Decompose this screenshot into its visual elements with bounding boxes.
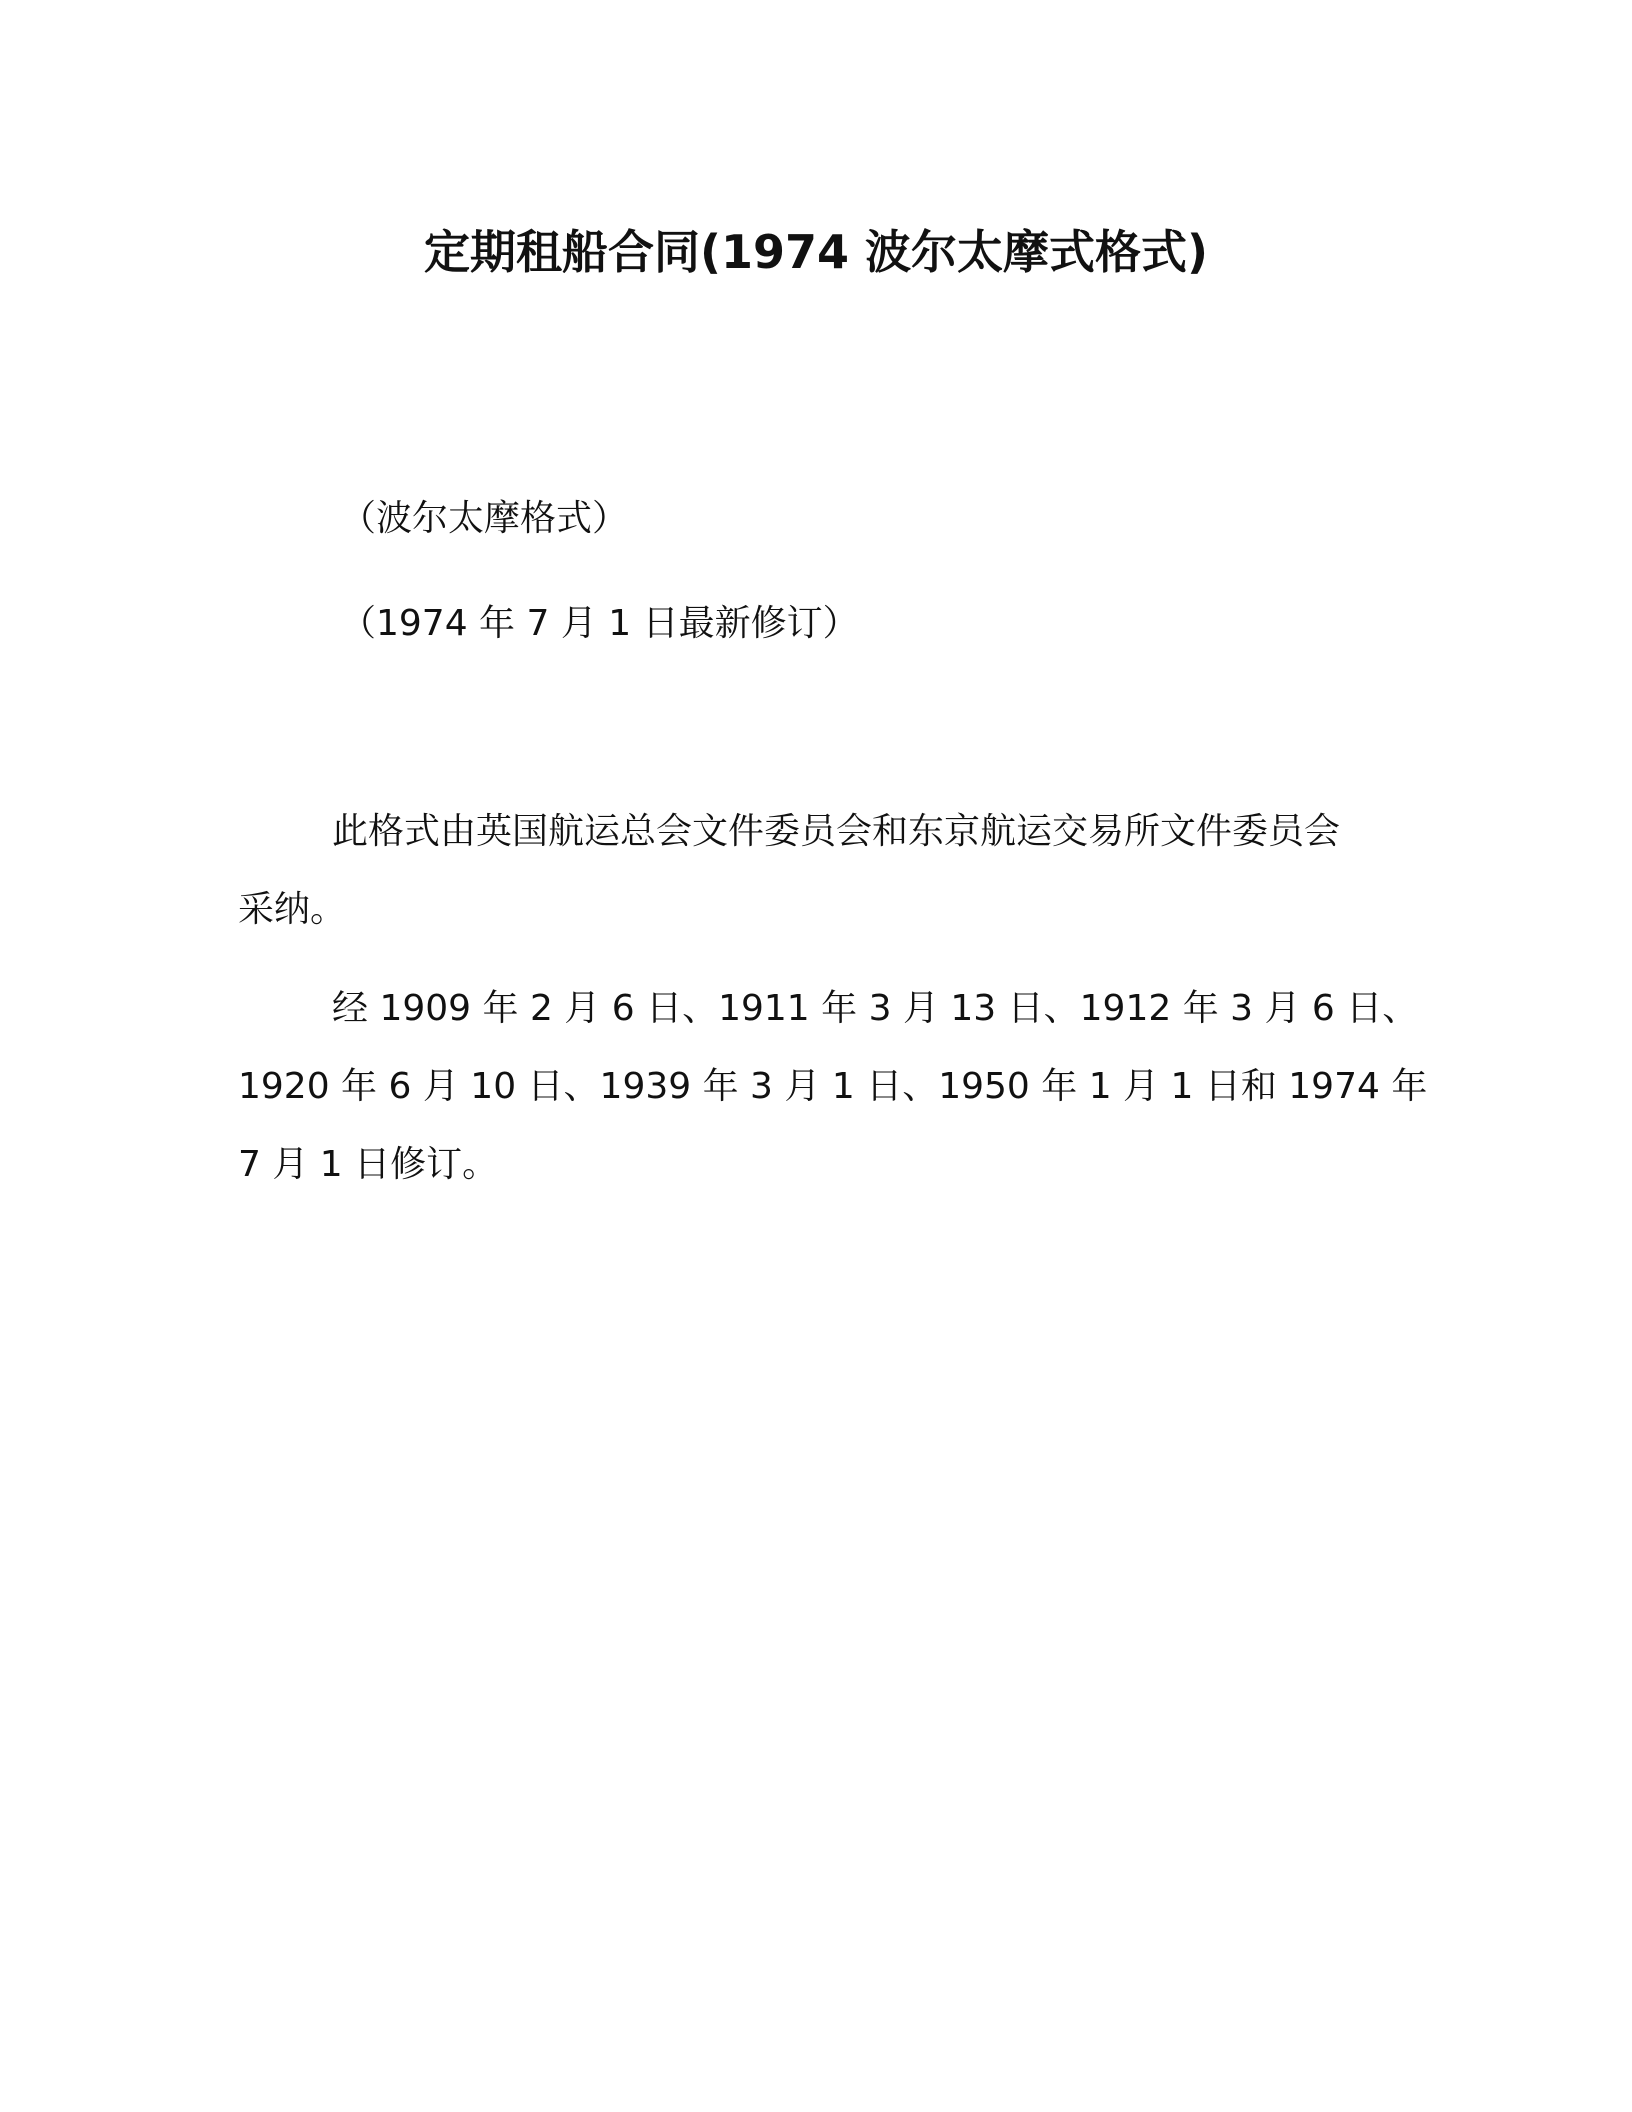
adoption-paragraph-line-2: 采纳。	[238, 889, 347, 930]
revision-history-paragraph	[238, 970, 1428, 1204]
adoption-paragraph	[238, 793, 1378, 949]
adoption-paragraph-line-1: 此格式由英国航运总会文件委员会和东京航运交易所文件委员会	[332, 811, 1341, 852]
revision-history-line-2: 1920 年 6 月 10 日、1939 年 3 月 1 日、1950 年 1 月 1 日和 1974 年	[238, 1066, 1428, 1107]
revision-date-subtitle: （1974 年 7 月 1 日最新修订）	[340, 603, 859, 644]
revision-history-line-3: 7 月 1 日修订。	[238, 1144, 499, 1185]
document-title: 定期租船合同(1974 波尔太摩式格式)	[423, 225, 1209, 279]
revision-history-line-1: 经 1909 年 2 月 6 日、1911 年 3 月 13 日、1912 年 3 月 6 日、	[332, 988, 1419, 1029]
form-name-subtitle: （波尔太摩格式）	[340, 498, 629, 539]
